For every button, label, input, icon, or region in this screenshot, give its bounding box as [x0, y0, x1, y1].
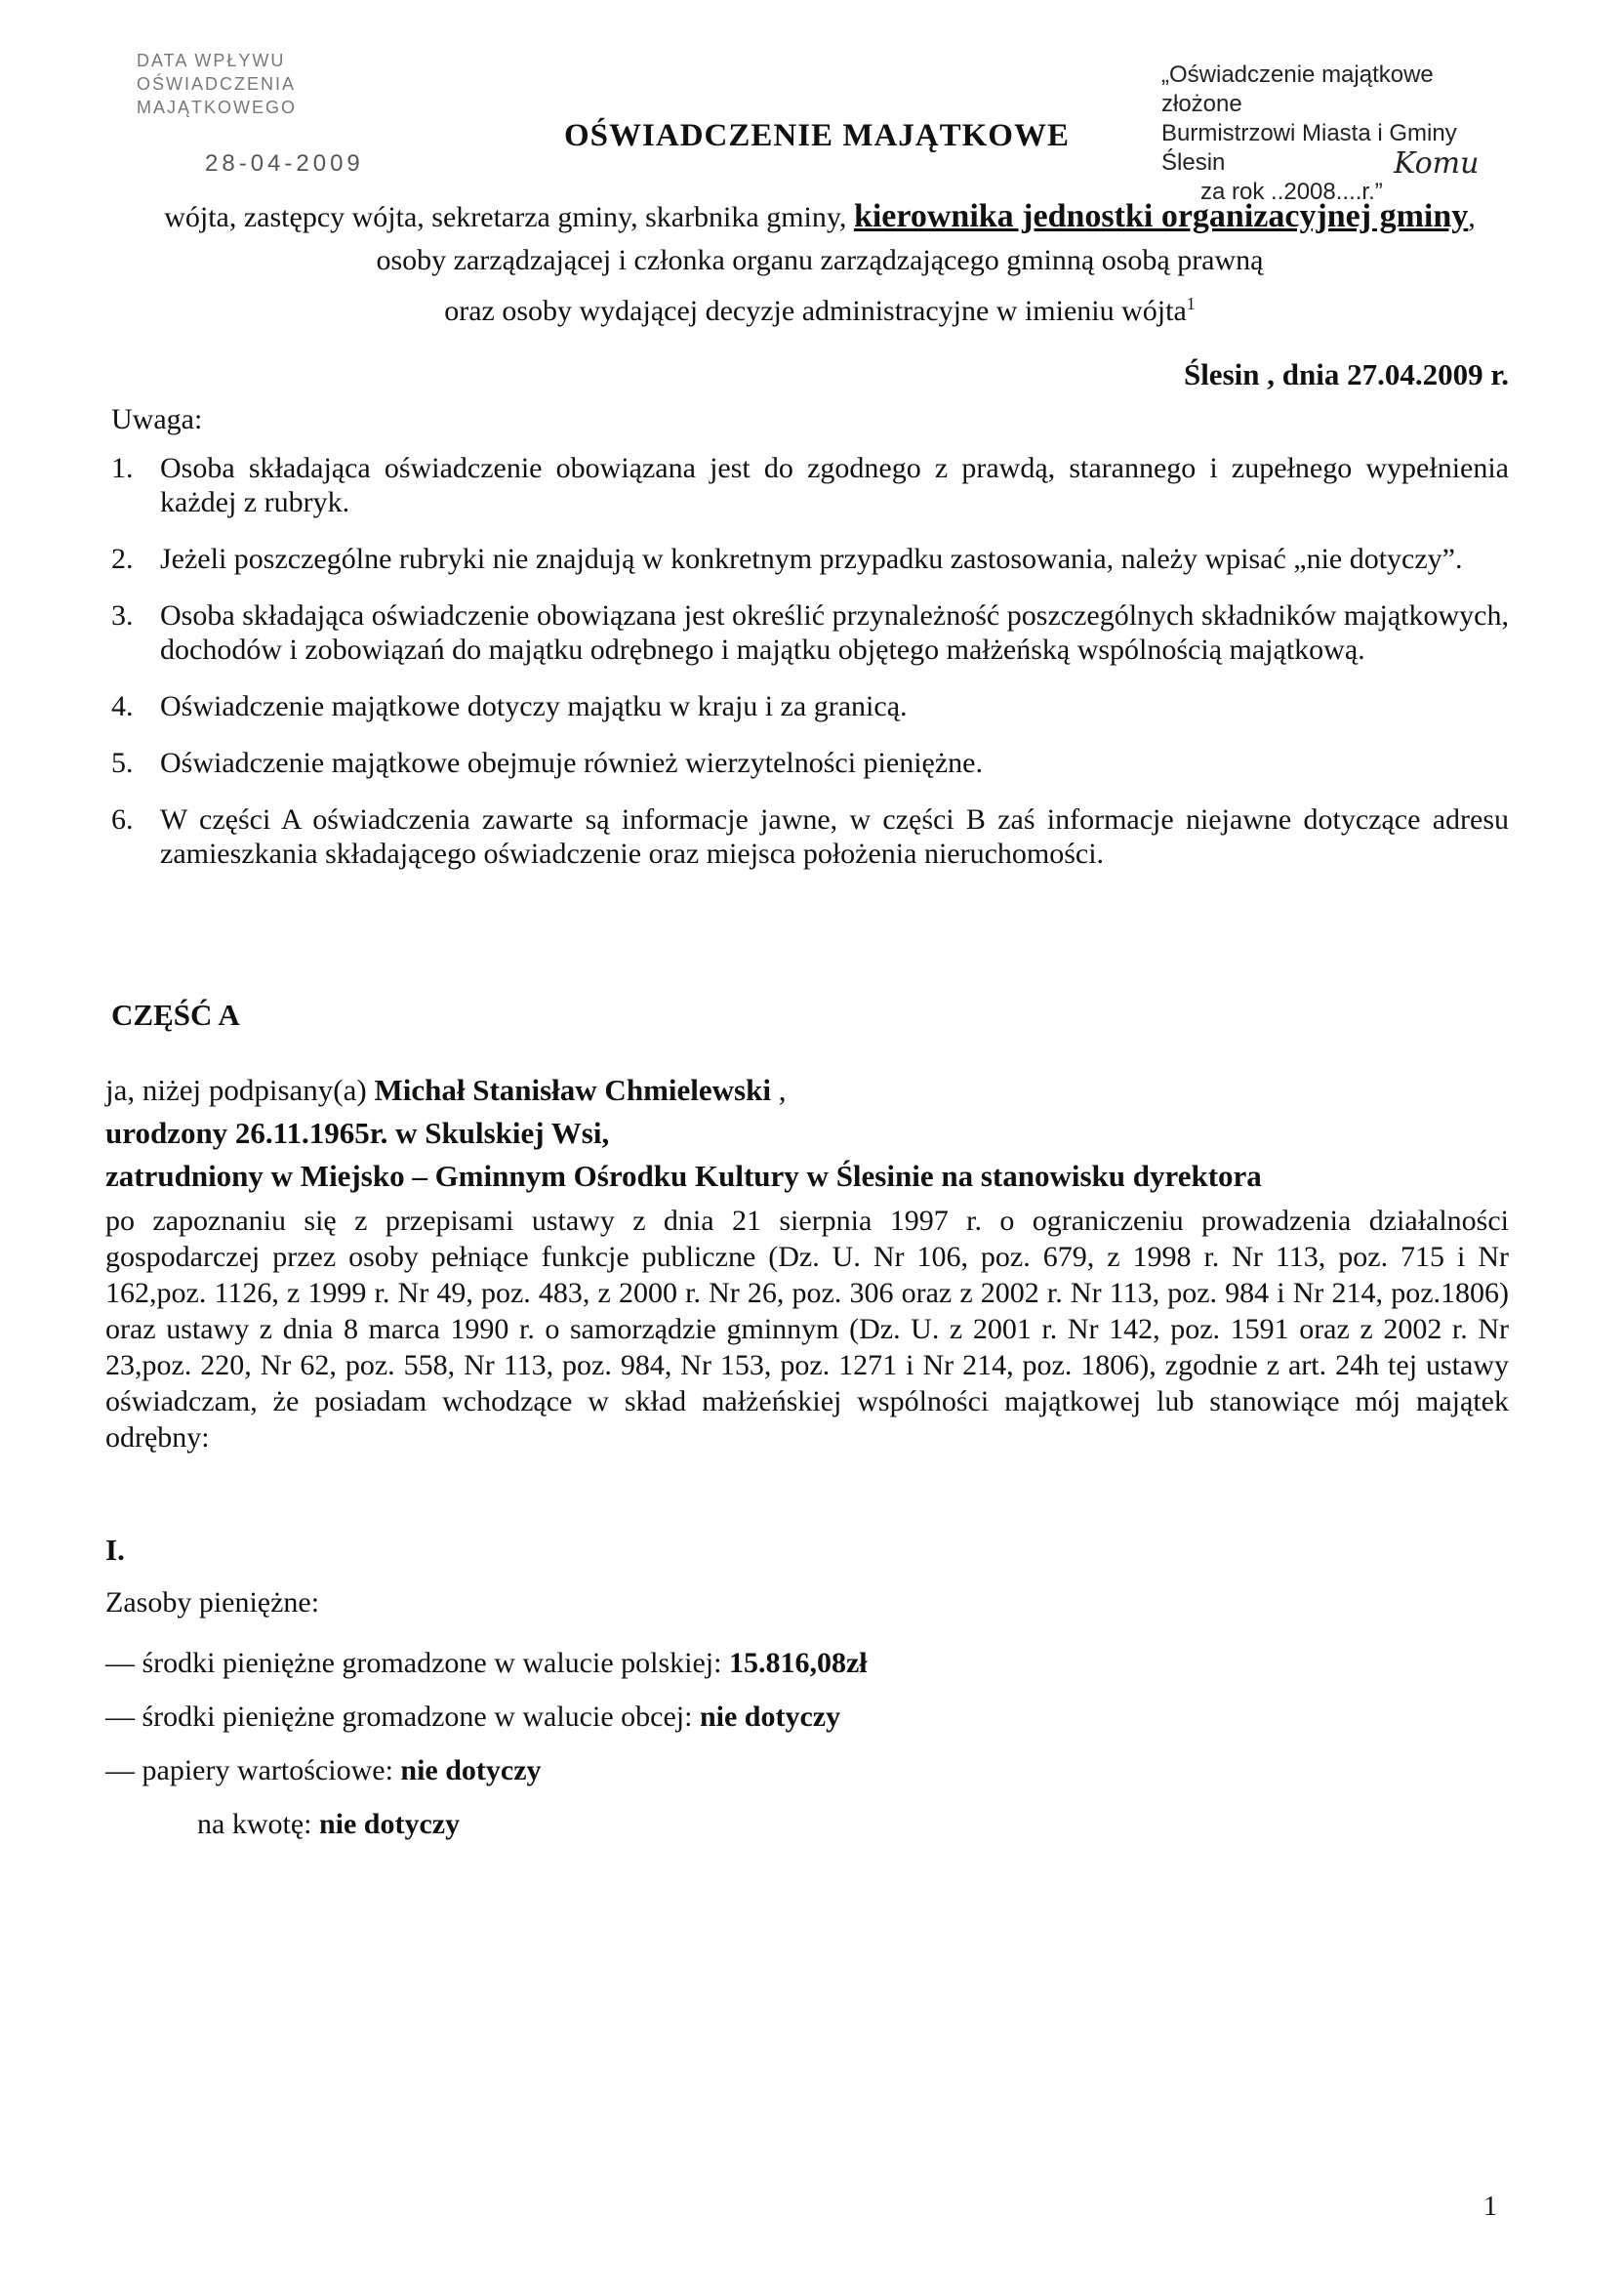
asset-label: — papiery wartościowe: — [105, 1754, 401, 1786]
asset-value: nie dotyczy — [400, 1754, 542, 1786]
note-text: Jeżeli poszczególne rubryki nie znajdują w konkretnym przypadku zastosowania, należy wpisać „nie dotyczy”. — [160, 543, 1463, 575]
asset-value: 15.816,08zł — [728, 1647, 868, 1679]
uwaga-label: Uwaga: — [111, 403, 203, 435]
asset-row — [105, 1743, 868, 1797]
amount-value: nie dotyczy — [318, 1808, 461, 1840]
note-text: Oświadczenie majątkowe obejmuje również wierzytelności pieniężne. — [160, 747, 983, 779]
declarant-name-suffix: , — [770, 1073, 787, 1107]
heading-part-1: wójta, zastępcy wójta, sekretarza gminy, skarbnika gminy, — [164, 201, 854, 233]
section-i-number: I. — [105, 1533, 125, 1567]
note-text: Osoba składająca oświadczenie obowiązana jest do zgodnego z prawdą, starannego i zupełnego wypełnienia każdej z rubryk. — [160, 452, 1509, 518]
stamp-line-1: DATA WPŁYWU — [137, 51, 286, 70]
note-number: 6. — [111, 803, 134, 836]
top-right-note — [1161, 61, 1513, 207]
stamp-date: 28-04-2009 — [205, 150, 364, 177]
stamp-line-2: OŚWIADCZENIA MAJĄTKOWEGO — [137, 74, 298, 117]
document-title: OŚWIADCZENIE MAJĄTKOWE — [564, 118, 1070, 153]
note-item — [111, 802, 1509, 871]
section-i-label: Zasoby pieniężne: — [105, 1586, 320, 1619]
received-stamp — [137, 49, 449, 176]
note-text: Osoba składająca oświadczenie obowiązana jest określić przynależność poszczególnych składników majątkowych, dochodów i zobowiązań do majątku odrębnego i majątku objętego małżeńską wspólnością majątkową. — [160, 599, 1509, 666]
note-item — [111, 598, 1509, 667]
page-number: 1 — [1483, 2192, 1497, 2222]
declarant-name: Michał Stanisław Chmielewski — [374, 1073, 771, 1107]
amount-row — [105, 1797, 868, 1851]
note-number: 2. — [111, 543, 134, 575]
notes-list — [111, 451, 1509, 893]
declarant-intro: ja, niżej podpisany(a) — [105, 1073, 375, 1107]
declarant-birth: urodzony 26.11.1965r. w Skulskiej Wsi, — [105, 1116, 610, 1150]
note-number: 1. — [111, 452, 134, 484]
top-note-line-1: „Oświadczenie majątkowe złożone — [1161, 62, 1434, 117]
place-and-date: Ślesin , dnia 27.04.2009 r. — [1183, 357, 1509, 391]
note-text: Oświadczenie majątkowe dotyczy majątku w kraju i za granicą. — [160, 690, 908, 722]
top-note-line-3: za rok ..2008....r.” — [1200, 179, 1383, 205]
heading-footnote: 1 — [1186, 294, 1196, 313]
note-number: 3. — [111, 599, 134, 632]
assets-list — [105, 1636, 868, 1851]
section-a-heading: CZĘŚĆ A — [111, 998, 240, 1032]
note-item — [111, 451, 1509, 519]
amount-label: na kwotę: — [197, 1808, 319, 1840]
note-item — [111, 746, 1509, 780]
note-text: W części A oświadczenia zawarte są informacje jawne, w części B zaś informacje niejawne dotyczące adresu zamieszkania składającego oświadczenie oraz miejsca położenia nieruchomości. — [160, 803, 1509, 870]
heading-underlined: kierownika jednostki organizacyjnej gminy — [853, 198, 1469, 234]
note-item — [111, 542, 1509, 576]
heading-part-2: , osoby zarządzającej i członka organu zarządzającego gminną osobą prawną — [376, 201, 1476, 276]
heading-part-3: oraz osoby wydającej decyzje administracyjne w imieniu wójta — [444, 295, 1187, 327]
note-number: 4. — [111, 690, 134, 722]
legal-paragraph: po zapoznaniu się z przepisami ustawy z dnia 21 sierpnia 1997 r. o ograniczeniu prowadzenia działalności gospodarczej przez osoby pełniące funkcje publiczne (Dz. U. Nr 106, poz. 679, z 1998 r. Nr 113, poz. 715 i Nr 162,poz. 1126, z 1999 r. Nr 49, poz. 483, z 2000 r. Nr 26, poz. 306 oraz z 2002 r. Nr 113, poz. 984 i Nr 214, poz.1806) oraz ustawy z dnia 8 marca 1990 r. o samorządzie gminnym (Dz. U. z 2001 r. Nr 142, poz. 1591 oraz z 2002 r. Nr 23,poz. 220, Nr 62, poz. 558, Nr 113, poz. 984, Nr 153, poz. 1271 i Nr 214, poz. 1806), zgodnie z art. 24h tej ustawy oświadczam, że posiadam wchodzące w skład małżeńskiej wspólności majątkowej lub stanowiące mój majątek odrębny: — [105, 1205, 1509, 1454]
top-note-line-2: Burmistrzowi Miasta i Gminy Ślesin — [1161, 120, 1457, 176]
asset-label: — środki pieniężne gromadzone w walucie obcej: — [105, 1701, 700, 1733]
declarant-info — [105, 1069, 1262, 1198]
asset-row — [105, 1690, 868, 1743]
note-item — [111, 689, 1509, 723]
handwritten-note: Komu — [1394, 146, 1480, 181]
asset-value: nie dotyczy — [699, 1701, 841, 1733]
note-number: 5. — [111, 747, 134, 779]
asset-row — [105, 1636, 868, 1690]
asset-label: — środki pieniężne gromadzone w walucie polskiej: — [105, 1647, 729, 1679]
declaration-heading — [127, 195, 1513, 333]
declarant-employment: zatrudniony w Miejsko – Gminnym Ośrodku Kultury w Ślesinie na stanowisku dyrektora — [105, 1159, 1262, 1193]
